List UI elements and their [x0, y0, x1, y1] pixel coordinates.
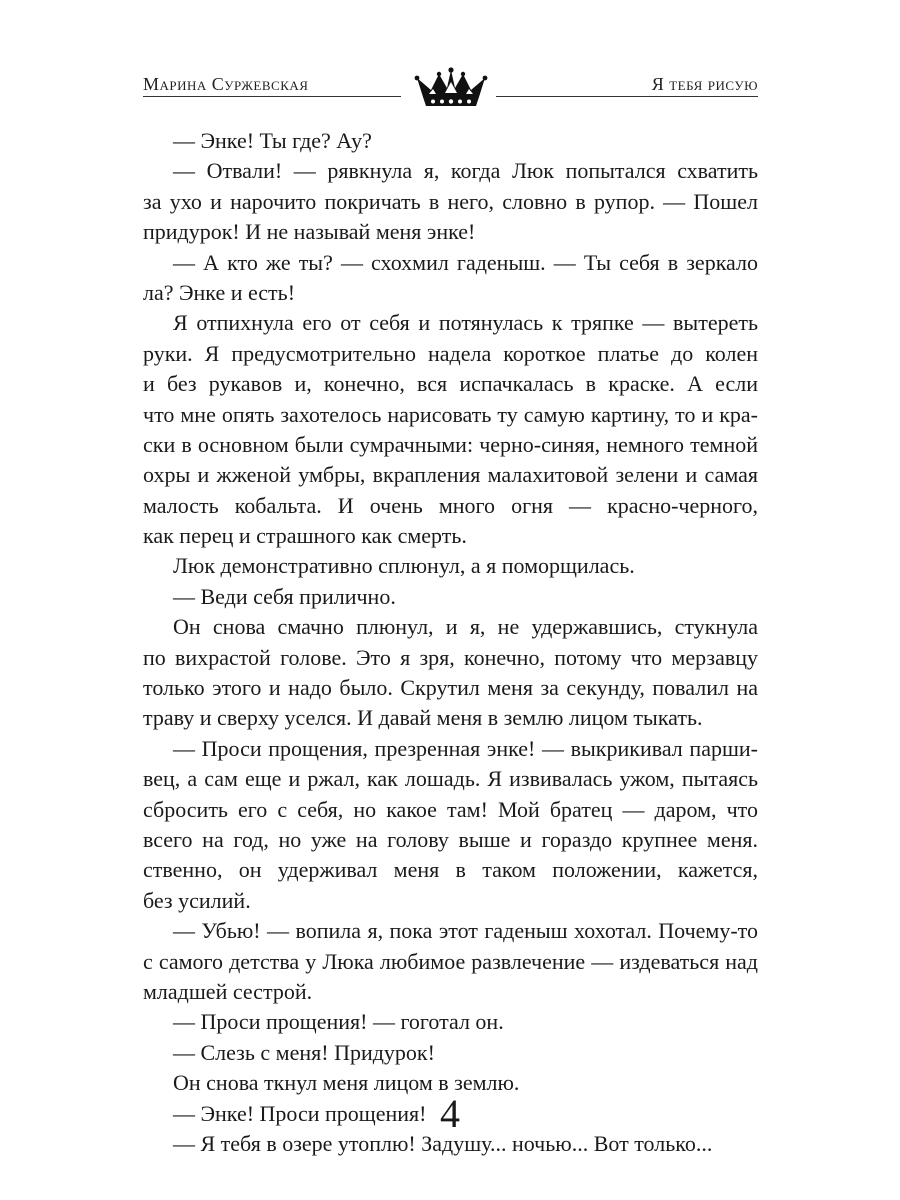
text-line: руки. Я предусмотрительно надела короткое платье до колен: [143, 340, 758, 366]
text-line: Люк демонстративно сплюнул, а я поморщилась.: [173, 553, 635, 579]
text-line: ла? Энке и есть!: [143, 279, 296, 305]
running-head: [143, 66, 758, 112]
crown-icon: [409, 66, 493, 112]
body-text: [143, 126, 758, 1159]
text-line: — Я тебя в озере утоплю! Задушу... ночью... Вот только...: [173, 1130, 713, 1156]
header-book-title: Я тебя рисую: [651, 74, 758, 94]
text-line: что мне опять захотелось нарисовать ту самую картину, то и кра-: [143, 401, 758, 427]
text-line: — Проси прощения, презренная энке! — выкрикивал парши-: [173, 735, 758, 761]
text-line: малость кобальта. И очень много огня — красно-черного,: [143, 492, 758, 518]
text-line: — А кто же ты? — схохмил гаденыш. — Ты себя в зеркало: [173, 249, 758, 275]
text-line: по вихрастой голове. Это я зря, конечно, потому что мерзавцу: [143, 644, 758, 670]
text-line: — Энке! Ты где? Ау?: [173, 128, 372, 153]
page-number: 4: [440, 1091, 460, 1136]
text-line: с самого детства у Люка любимое развлечение — издеваться над: [143, 948, 758, 974]
text-line: — Энке! Проси прощения!: [173, 1100, 427, 1126]
text-line: всего на год, но уже на голову выше и гораздо крупнее меня.: [143, 826, 758, 852]
header-rule-right: [496, 96, 758, 97]
text-line: ственно, он удерживал меня в таком положении, кажется,: [143, 857, 758, 883]
text-line: — Веди себя прилично.: [173, 583, 396, 609]
text-line: младшей сестрой.: [143, 978, 313, 1004]
header-author: Марина Суржевская: [143, 74, 309, 94]
text-line: — Отвали! — рявкнула я, когда Люк попытался схватить: [173, 158, 758, 184]
text-line: и без рукавов и, конечно, вся испачкалась в краске. А если: [143, 371, 758, 397]
text-line: охры и жженой умбры, вкрапления малахитовой зелени и самая: [143, 462, 758, 488]
text-line: ски в основном были сумрачными: черно-синяя, немного темной: [143, 431, 758, 457]
text-line: Он снова смачно плюнул, и я, не удержавшись, стукнула: [173, 614, 758, 640]
text-line: придурок! И не называй меня энке!: [143, 219, 476, 245]
text-line: за ухо и нарочито покричать в него, словно в рупор. — Пошел: [143, 188, 758, 214]
text-line: как перец и страшного как смерть.: [143, 523, 467, 549]
text-line: Он снова ткнул меня лицом в землю.: [173, 1070, 520, 1096]
text-line: — Убью! — вопила я, пока этот гаденыш хохотал. Почему-то: [173, 918, 758, 944]
text-line: вец, а сам еще и ржал, как лошадь. Я извивалась ужом, пытаясь: [143, 766, 758, 792]
header-rule-left: [143, 96, 401, 97]
text-line: без усилий.: [143, 887, 251, 913]
text-line: траву и сверху уселся. И давай меня в землю лицом тыкать.: [143, 705, 703, 731]
text-line: — Слезь с меня! Придурок!: [173, 1039, 435, 1065]
text-line: Я отпихнула его от себя и потянулась к тряпке — вытереть: [173, 310, 758, 336]
text-line: сбросить его с себя, но какое там! Мой братец — даром, что: [143, 796, 758, 822]
text-line: — Проси прощения! — гоготал он.: [173, 1009, 504, 1035]
text-line: только этого и надо было. Скрутил меня за секунду, повалил на: [143, 675, 758, 701]
